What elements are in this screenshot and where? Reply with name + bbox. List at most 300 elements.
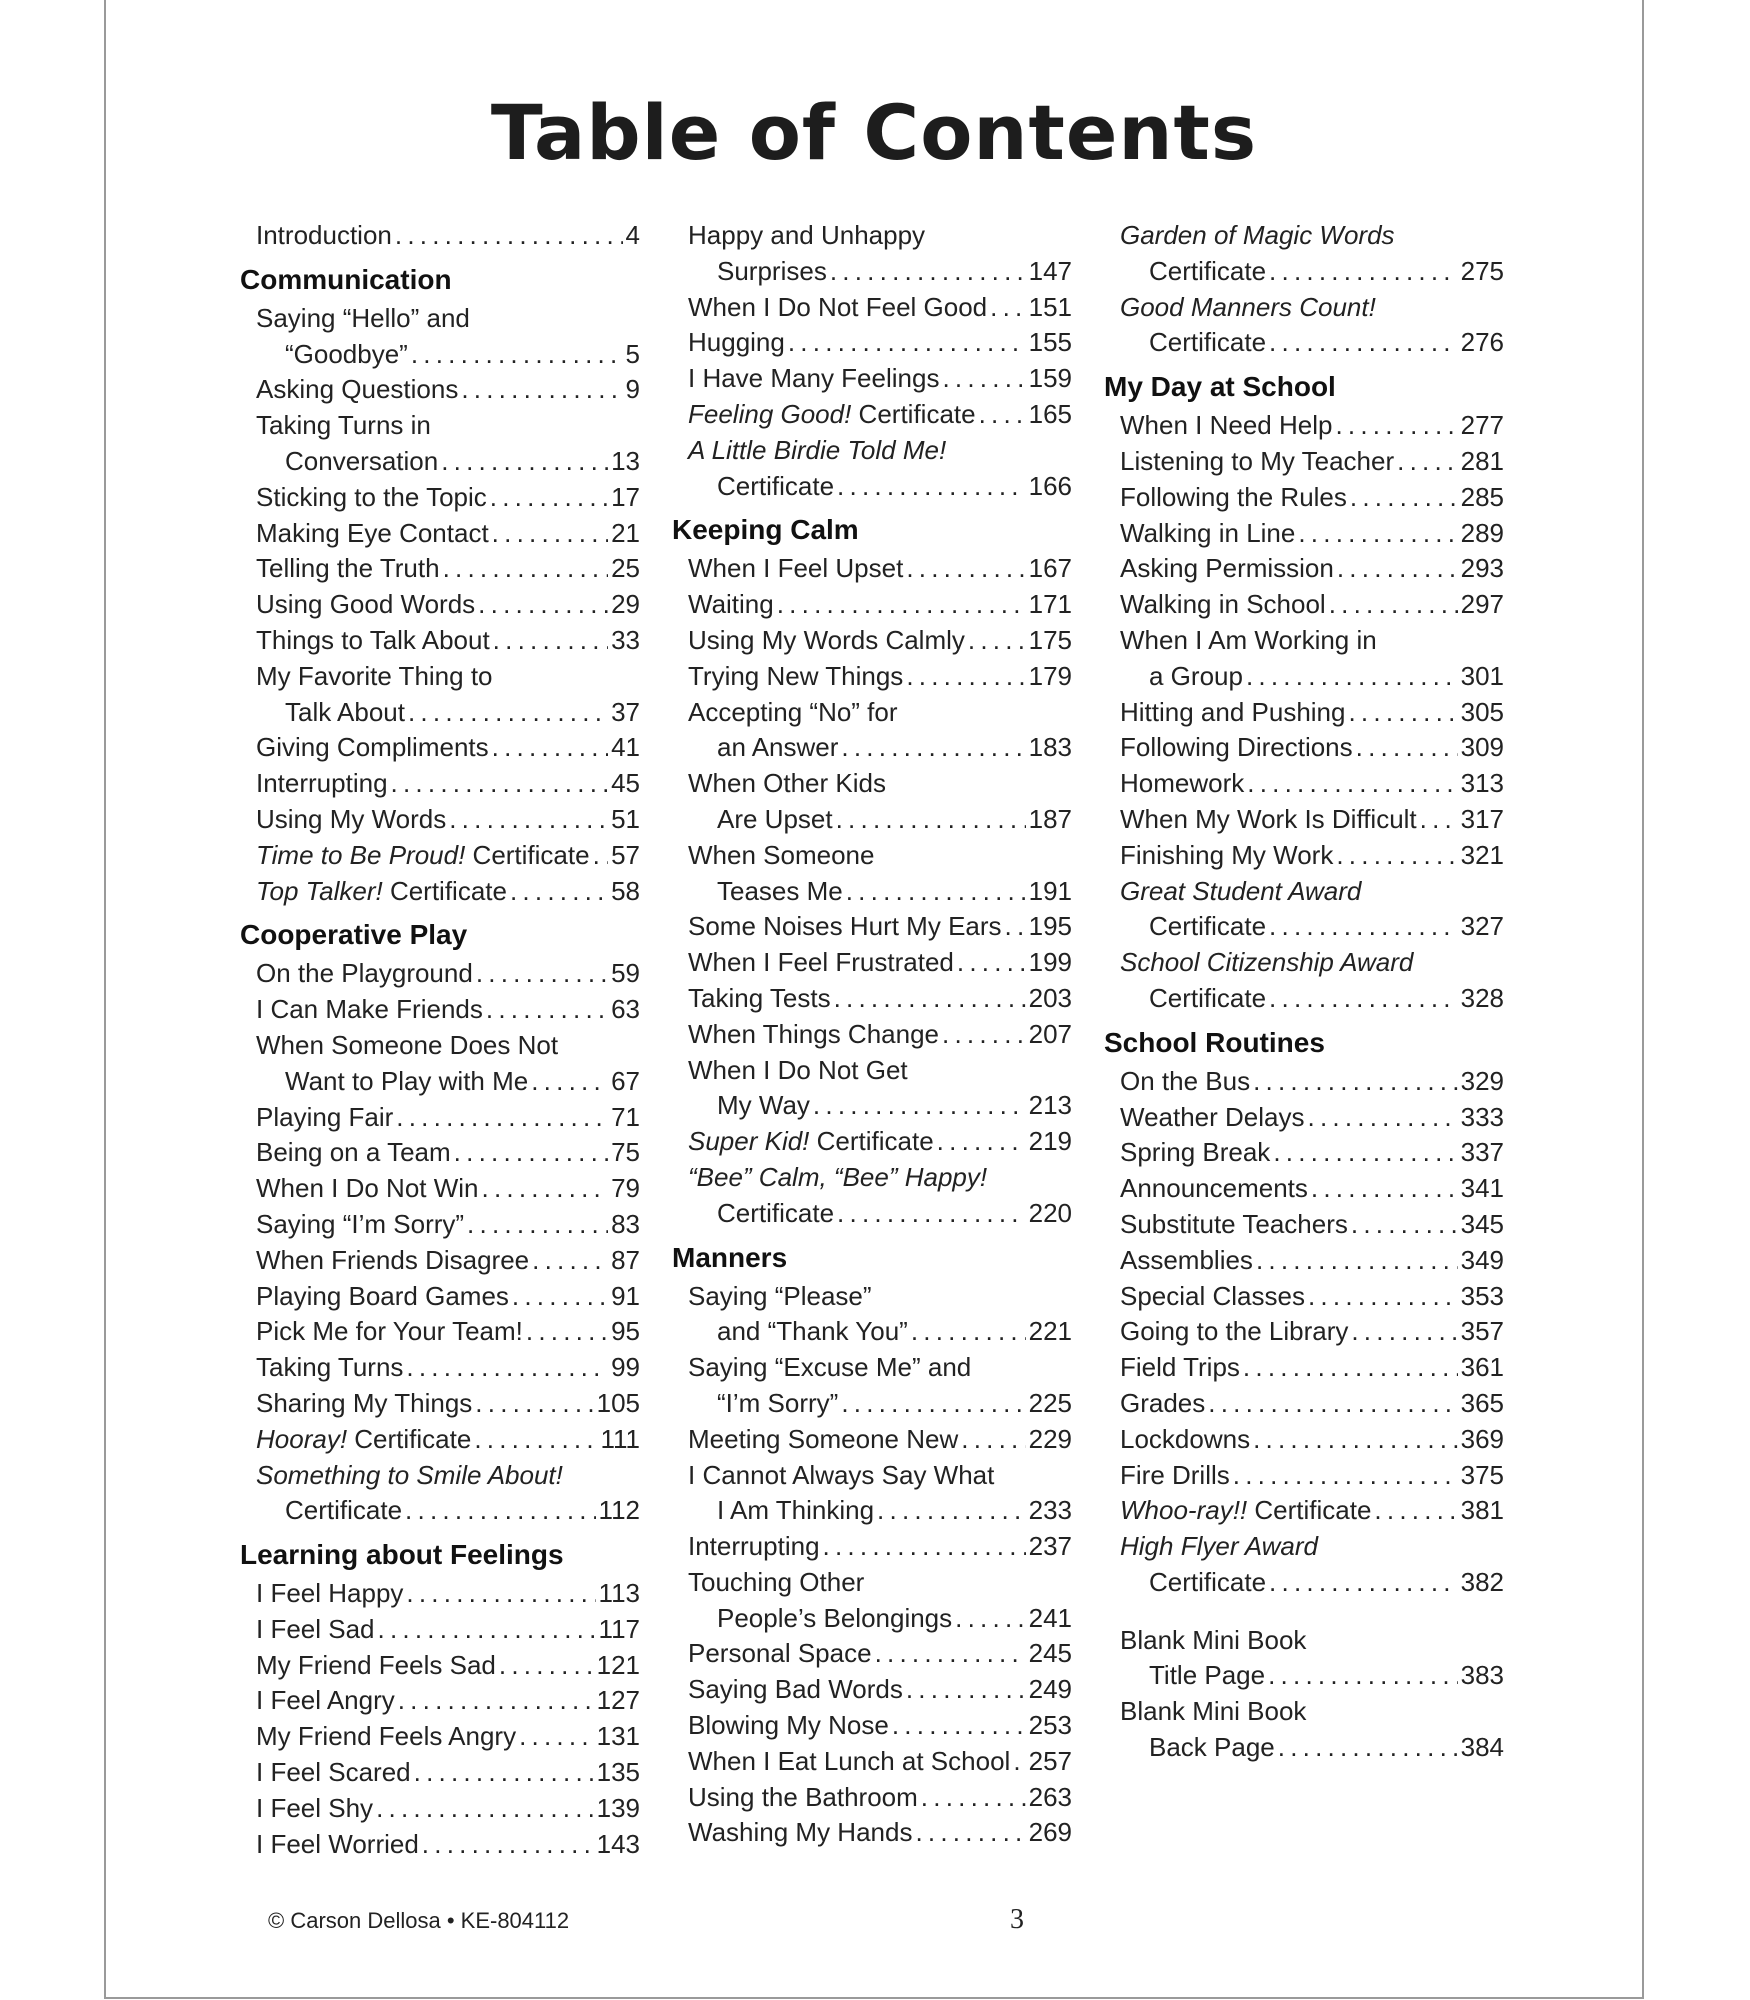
- toc-entry: [672, 945, 1072, 981]
- toc-entry-title: [256, 1314, 523, 1350]
- toc-entry-title: [1120, 1243, 1253, 1279]
- toc-page-number: 151: [1028, 291, 1072, 322]
- toc-entry: [672, 1780, 1072, 1816]
- toc-page-number: 199: [1028, 947, 1072, 978]
- toc-entry-text: My Friend Feels Sad: [256, 1649, 496, 1680]
- toc-entry-text: People’s Belongings: [717, 1602, 953, 1633]
- toc-entry-text: When I Eat Lunch at School: [688, 1745, 1011, 1776]
- toc-entry-text: Sharing My Things: [256, 1387, 473, 1418]
- dot-leader: [1253, 1422, 1458, 1458]
- toc-entry-text: Teases Me: [717, 875, 843, 906]
- toc-entry-text: On the Bus: [1120, 1065, 1251, 1096]
- toc-entry-text: Conversation: [285, 445, 439, 476]
- toc-entry-text: Certificate: [1149, 327, 1267, 358]
- toc-entry-line: [672, 1124, 1072, 1160]
- toc-entry: [672, 1017, 1072, 1053]
- toc-entry-text: Surprises: [717, 255, 827, 286]
- toc-entry-title: [1120, 290, 1376, 326]
- toc-entry-text: Finishing My Work: [1120, 839, 1334, 870]
- toc-entry-line: [240, 408, 640, 444]
- toc-entry-text: Fire Drills: [1120, 1459, 1230, 1490]
- toc-entry-line: [1104, 945, 1504, 981]
- toc-entry-text: Title Page: [1149, 1660, 1266, 1691]
- toc-entry-title: [688, 623, 965, 659]
- toc-entry-line: [672, 1565, 1072, 1601]
- dot-leader: [395, 218, 623, 254]
- toc-entry-title: [717, 1088, 810, 1124]
- toc-entry-italic-title: Garden of Magic Words: [1120, 220, 1395, 250]
- toc-entry-text: Being on a Team: [256, 1137, 451, 1168]
- toc-entry-text: Certificate: [465, 839, 590, 870]
- toc-entry: [672, 1350, 1072, 1422]
- toc-entry-line: [240, 444, 640, 480]
- section-heading-manners: Manners: [672, 1241, 788, 1273]
- toc-entry-title: [256, 1243, 529, 1279]
- toc-entry-line: [1104, 1314, 1504, 1350]
- toc-entry-text: Asking Permission: [1120, 553, 1334, 584]
- dot-leader: [979, 397, 1026, 433]
- dot-leader: [777, 587, 1026, 623]
- dot-leader: [1269, 981, 1458, 1017]
- dot-leader: [492, 730, 608, 766]
- toc-page-number: 51: [611, 803, 640, 834]
- dot-leader: [482, 1171, 609, 1207]
- toc-entry-title: [1120, 587, 1326, 623]
- toc-entry: [240, 1683, 640, 1719]
- dot-leader: [1256, 1243, 1458, 1279]
- toc-entry-title: [256, 1612, 375, 1648]
- toc-entry-line: [672, 1053, 1072, 1089]
- toc-entry: [1104, 1350, 1504, 1386]
- toc-entry-line: [672, 695, 1072, 731]
- toc-page-number: 381: [1460, 1495, 1504, 1526]
- toc-entry-line: [240, 802, 640, 838]
- toc-page-number: 337: [1460, 1137, 1504, 1168]
- toc-entry-title: [688, 1160, 987, 1196]
- dot-leader: [1298, 516, 1457, 552]
- toc-entry-title: [688, 325, 785, 361]
- toc-entry-line: [1104, 444, 1504, 480]
- toc-entry-text: When Someone Does Not: [256, 1029, 559, 1060]
- dot-leader: [1329, 587, 1458, 623]
- toc-entry-italic-title: Feeling Good!: [688, 398, 852, 429]
- toc-entry-title: [688, 659, 903, 695]
- toc-entry-text: I Have Many Feelings: [688, 363, 940, 394]
- toc-entry-line: [240, 1648, 640, 1684]
- toc-entry-text: Saying “I’m Sorry”: [256, 1208, 465, 1239]
- dot-leader: [593, 838, 609, 874]
- toc-entry-title: [285, 337, 408, 373]
- toc-entry-title: [1120, 1422, 1250, 1458]
- toc-page-number: 384: [1460, 1732, 1504, 1763]
- toc-page-number: 245: [1028, 1638, 1072, 1669]
- toc-entry-line: [1104, 408, 1504, 444]
- dot-leader: [441, 444, 608, 480]
- toc-page-number: 131: [596, 1721, 640, 1752]
- toc-entry-text: Saying “Please”: [688, 1280, 872, 1311]
- toc-entry: [240, 874, 640, 910]
- toc-entry: [240, 1171, 640, 1207]
- toc-entry-text: Talk About: [285, 696, 405, 727]
- toc-entry-title: [688, 1124, 934, 1160]
- toc-entry-line: [240, 587, 640, 623]
- footer-copyright: © Carson Dellosa • KE-804112: [268, 1908, 570, 1933]
- toc-entry-text: Back Page: [1149, 1732, 1275, 1763]
- toc-entry-italic-title: High Flyer Award: [1120, 1531, 1318, 1562]
- toc-entry: [1104, 480, 1504, 516]
- toc-entry-text: Using the Bathroom: [688, 1781, 918, 1812]
- toc-entry-title: [1120, 1694, 1306, 1730]
- toc-page-number: 233: [1028, 1495, 1072, 1526]
- toc-entry-title: [688, 587, 774, 623]
- toc-entry-title: [1120, 1279, 1305, 1315]
- toc-page-number: 241: [1028, 1602, 1072, 1633]
- toc-entry: [672, 433, 1072, 505]
- dot-leader: [443, 551, 609, 587]
- toc-entry-title: [688, 397, 976, 433]
- toc-entry-title: [688, 551, 903, 587]
- toc-page-number: 313: [1460, 768, 1504, 799]
- toc-entry: [672, 1458, 1072, 1530]
- toc-page-number: 95: [611, 1316, 640, 1347]
- toc-page-number: 99: [611, 1352, 640, 1383]
- toc-entry-title: [1149, 909, 1266, 945]
- toc-page-number: 269: [1028, 1817, 1072, 1848]
- toc-entry: [240, 587, 640, 623]
- toc-entry-line: [240, 1207, 640, 1243]
- toc-entry: [1104, 1135, 1504, 1171]
- toc-entry-text: Taking Turns in: [256, 410, 431, 441]
- toc-entry-line: [672, 433, 1072, 469]
- toc-entry-line: [672, 1780, 1072, 1816]
- dot-leader: [813, 1088, 1026, 1124]
- toc-entry-text: Using My Words Calmly: [688, 624, 965, 655]
- toc-entry-title: [717, 802, 833, 838]
- toc-entry-line: [672, 551, 1072, 587]
- toc-entry-title: [1120, 1100, 1305, 1136]
- toc-entry-line: [672, 1422, 1072, 1458]
- toc-entry: [672, 623, 1072, 659]
- dot-leader: [475, 1386, 593, 1422]
- toc-entry-title: [256, 730, 489, 766]
- toc-page-number: 87: [611, 1244, 640, 1275]
- toc-entry-title: [1120, 516, 1295, 552]
- toc-entry-title: [285, 1064, 528, 1100]
- toc-entry-title: [256, 1755, 411, 1791]
- toc-entry: [240, 838, 640, 874]
- toc-page-number: 41: [611, 732, 640, 763]
- toc-entry: [240, 1576, 640, 1612]
- toc-page-number: 59: [611, 958, 640, 989]
- toc-entry-title: [717, 1314, 908, 1350]
- toc-entry-title: [285, 1493, 402, 1529]
- toc-entry-line: [240, 1493, 640, 1529]
- toc-entry-text: Certificate: [1149, 255, 1267, 286]
- toc-page-number: 4: [625, 220, 640, 250]
- toc-entry-title: [256, 766, 388, 802]
- toc-entry-title: [688, 1053, 908, 1089]
- toc-entry: [240, 1422, 640, 1458]
- toc-entry: [672, 1636, 1072, 1672]
- toc-entry: [1104, 874, 1504, 946]
- toc-page-number: 191: [1028, 875, 1072, 906]
- toc-entry-title: [256, 587, 475, 623]
- toc-page-number: 166: [1028, 470, 1072, 501]
- toc-entry-line: [1104, 1243, 1504, 1279]
- toc-page-number: 327: [1460, 911, 1504, 942]
- section-heading-learning-about-feelings: Learning about Feelings: [240, 1539, 564, 1571]
- dot-leader: [921, 1780, 1026, 1816]
- toc-entry-text: Sticking to the Topic: [256, 481, 487, 512]
- toc-entry: [672, 361, 1072, 397]
- toc-entry-title: [1120, 695, 1345, 731]
- dot-leader: [1269, 325, 1458, 361]
- toc-page-number: 37: [611, 696, 640, 727]
- toc-entry: [240, 766, 640, 802]
- toc-page-number: 221: [1028, 1316, 1072, 1347]
- toc-entry: [240, 730, 640, 766]
- dot-leader: [1247, 766, 1457, 802]
- toc-page-number: 165: [1028, 398, 1072, 429]
- dot-leader: [478, 587, 608, 623]
- toc-entry: [1104, 1243, 1504, 1279]
- toc-entry: [1104, 1458, 1504, 1494]
- dot-leader: [1420, 802, 1458, 838]
- toc-entry-italic-title: School Citizenship Award: [1120, 947, 1414, 978]
- toc-entry-text: Following the Rules: [1120, 481, 1347, 512]
- toc-entry-line: [240, 372, 640, 408]
- toc-entry: [240, 1648, 640, 1684]
- toc-entry-line: [1104, 1658, 1504, 1694]
- toc-entry: [1104, 587, 1504, 623]
- dot-leader: [467, 1207, 608, 1243]
- toc-entry-text: Using My Words: [256, 803, 447, 834]
- toc-entry-title: [285, 695, 405, 731]
- toc-entry-line: [240, 1135, 640, 1171]
- dot-leader: [906, 551, 1025, 587]
- toc-entry-line: [672, 1815, 1072, 1851]
- toc-entry-title: [1120, 766, 1244, 802]
- toc-entry: [240, 1279, 640, 1315]
- dot-leader: [1233, 1458, 1458, 1494]
- toc-page-number: 183: [1028, 732, 1072, 763]
- toc-entry-text: Substitute Teachers: [1120, 1208, 1348, 1239]
- toc-entry-title: [1120, 408, 1332, 444]
- toc-entry-text: Certificate: [717, 1197, 835, 1228]
- dot-leader: [942, 361, 1025, 397]
- toc-page-number: 277: [1460, 410, 1504, 441]
- toc-entry-text: When I Am Working in: [1120, 624, 1377, 655]
- page-title: Table of Contents: [490, 88, 1258, 177]
- dot-leader: [1253, 1064, 1458, 1100]
- toc-page-number: 349: [1460, 1244, 1504, 1275]
- toc-page-number: 155: [1028, 327, 1072, 358]
- toc-entry-line: [1104, 909, 1504, 945]
- dot-leader: [376, 1791, 594, 1827]
- dot-leader: [915, 1815, 1025, 1851]
- toc-entry: [1104, 1207, 1504, 1243]
- dot-leader: [411, 337, 623, 373]
- dot-leader: [788, 325, 1026, 361]
- toc-page-number: 213: [1028, 1090, 1072, 1121]
- dot-leader: [1356, 730, 1458, 766]
- toc-entry-title: [688, 1458, 994, 1494]
- toc-page-number: 275: [1460, 255, 1504, 286]
- toc-entry-text: Saying “Hello” and: [256, 302, 470, 333]
- toc-entry-text: Certificate: [1149, 982, 1267, 1013]
- toc-entry-text: Playing Fair: [256, 1101, 394, 1132]
- toc-entry-line: [1104, 1730, 1504, 1766]
- toc-entry-title: [1120, 1171, 1308, 1207]
- toc-entry-title: [256, 1207, 464, 1243]
- toc-entry-title: [256, 301, 470, 337]
- toc-entry-line: [672, 1088, 1072, 1124]
- dot-leader: [846, 874, 1026, 910]
- toc-entry-line: [240, 337, 640, 373]
- toc-entry-title: [1149, 1658, 1265, 1694]
- toc-entry-title: [256, 1422, 471, 1458]
- toc-entry: [1104, 218, 1504, 290]
- toc-entry-line: [240, 1683, 640, 1719]
- toc-entry-line: [240, 1064, 640, 1100]
- toc-entry-line: [1104, 659, 1504, 695]
- toc-entry-line: [672, 945, 1072, 981]
- toc-page-number: 341: [1460, 1173, 1504, 1204]
- toc-entry: [240, 1458, 640, 1530]
- toc-page-number: 237: [1028, 1531, 1072, 1562]
- toc-page-number: 167: [1028, 553, 1072, 584]
- toc-entry-line: [240, 1100, 640, 1136]
- toc-entry-title: [256, 218, 392, 254]
- toc-entry-title: [256, 1791, 373, 1827]
- toc-entry-text: I Feel Scared: [256, 1757, 411, 1788]
- toc-entry-title: [256, 992, 483, 1028]
- dot-leader: [1268, 1658, 1458, 1694]
- toc-entry-line: [1104, 1350, 1504, 1386]
- toc-entry-text: Personal Space: [688, 1638, 872, 1669]
- toc-entry-line: [1104, 325, 1504, 361]
- toc-entry-text: Lockdowns: [1120, 1423, 1251, 1454]
- toc-entry-title: [256, 551, 440, 587]
- dot-leader: [526, 1314, 608, 1350]
- toc-entry-line: [1104, 1422, 1504, 1458]
- dot-leader: [1351, 1314, 1457, 1350]
- toc-entry-line: [240, 838, 640, 874]
- toc-column-3: [1104, 218, 1504, 1766]
- dot-leader: [875, 1636, 1026, 1672]
- toc-entry-line: [1104, 1064, 1504, 1100]
- toc-entry-text: I Am Thinking: [717, 1495, 875, 1526]
- toc-entry-text: Certificate: [382, 875, 507, 906]
- toc-entry-line: [240, 1279, 640, 1315]
- dot-leader: [519, 1719, 594, 1755]
- dot-leader: [1335, 408, 1457, 444]
- toc-entry-text: I Can Make Friends: [256, 994, 483, 1025]
- toc-entry: [1104, 444, 1504, 480]
- toc-entry-text: On the Playground: [256, 958, 473, 989]
- section-heading-my-day-at-school: My Day at School: [1104, 371, 1336, 403]
- toc-page-number: 328: [1460, 982, 1504, 1013]
- dot-leader: [906, 659, 1025, 695]
- dot-leader: [474, 1422, 597, 1458]
- toc-entry-title: [688, 218, 925, 254]
- toc-entry-title: [1120, 1458, 1230, 1494]
- toc-entry-title: [1149, 659, 1243, 695]
- dot-leader: [499, 1648, 594, 1684]
- toc-page-number: 63: [611, 994, 640, 1025]
- toc-entry-line: [672, 1744, 1072, 1780]
- toc-page-number: 305: [1460, 696, 1504, 727]
- toc-entry-line: [240, 551, 640, 587]
- toc-entry: [240, 802, 640, 838]
- dot-leader: [486, 992, 608, 1028]
- toc-entry-text: Certificate: [717, 470, 835, 501]
- toc-page-number: 91: [611, 1280, 640, 1311]
- toc-entry: [240, 1612, 640, 1648]
- toc-page-number: 329: [1460, 1065, 1504, 1096]
- toc-entry-title: [256, 480, 487, 516]
- toc-entry-title: [1120, 1064, 1250, 1100]
- toc-page-number: 361: [1460, 1352, 1504, 1383]
- toc-entry-text: When I Need Help: [1120, 410, 1333, 441]
- toc-entry-title: [256, 1386, 472, 1422]
- toc-page-number: 135: [596, 1757, 640, 1788]
- toc-entry-text: Certificate: [285, 1495, 403, 1526]
- toc-entry-line: [1104, 1207, 1504, 1243]
- toc-entry-italic-title: Hooray!: [256, 1423, 348, 1454]
- toc-entry-title: [285, 444, 438, 480]
- toc-entry-title: [688, 1744, 1010, 1780]
- toc-entry-text: Are Upset: [717, 803, 833, 834]
- dot-leader: [834, 981, 1026, 1017]
- toc-entry-line: [1104, 516, 1504, 552]
- toc-entry-title: [256, 1100, 393, 1136]
- toc-entry: [240, 480, 640, 516]
- toc-page-number: 179: [1028, 660, 1072, 691]
- toc-page-number: 21: [611, 517, 640, 548]
- toc-page-number: 143: [596, 1828, 640, 1859]
- toc-entry: [240, 956, 640, 992]
- toc-entry-text: When Things Change: [688, 1018, 940, 1049]
- toc-entry-title: [1120, 444, 1394, 480]
- toc-entry: [240, 1028, 640, 1100]
- toc-page-number: 117: [598, 1613, 640, 1644]
- toc-entry-line: [240, 1028, 640, 1064]
- toc-entry-title: [1149, 1565, 1266, 1601]
- toc-entry-text: Saying “Excuse Me” and: [688, 1352, 972, 1383]
- toc-entry: [1104, 1171, 1504, 1207]
- toc-entry-line: [1104, 981, 1504, 1017]
- dot-leader: [1269, 254, 1458, 290]
- toc-page-number: 333: [1460, 1101, 1504, 1132]
- toc-entry-text: Things to Talk About: [256, 624, 490, 655]
- toc-page-number: 285: [1460, 481, 1504, 512]
- toc-entry-line: [672, 1160, 1072, 1196]
- toc-entry-line: [672, 1601, 1072, 1637]
- toc-page-number: 111: [600, 1423, 640, 1454]
- toc-entry: [1104, 290, 1504, 362]
- toc-entry-title: [717, 1493, 874, 1529]
- toc-entry: [672, 1422, 1072, 1458]
- toc-entry-italic-title: Whoo-ray!!: [1120, 1495, 1248, 1526]
- toc-entry-text: Meeting Someone New: [688, 1423, 959, 1454]
- toc-entry-title: [256, 1576, 403, 1612]
- toc-entry-line: [240, 1350, 640, 1386]
- toc-entry-text: Assemblies: [1120, 1244, 1253, 1275]
- toc-column-2: [672, 218, 1072, 1851]
- dot-leader: [837, 1196, 1026, 1232]
- toc-entry-title: [688, 945, 954, 981]
